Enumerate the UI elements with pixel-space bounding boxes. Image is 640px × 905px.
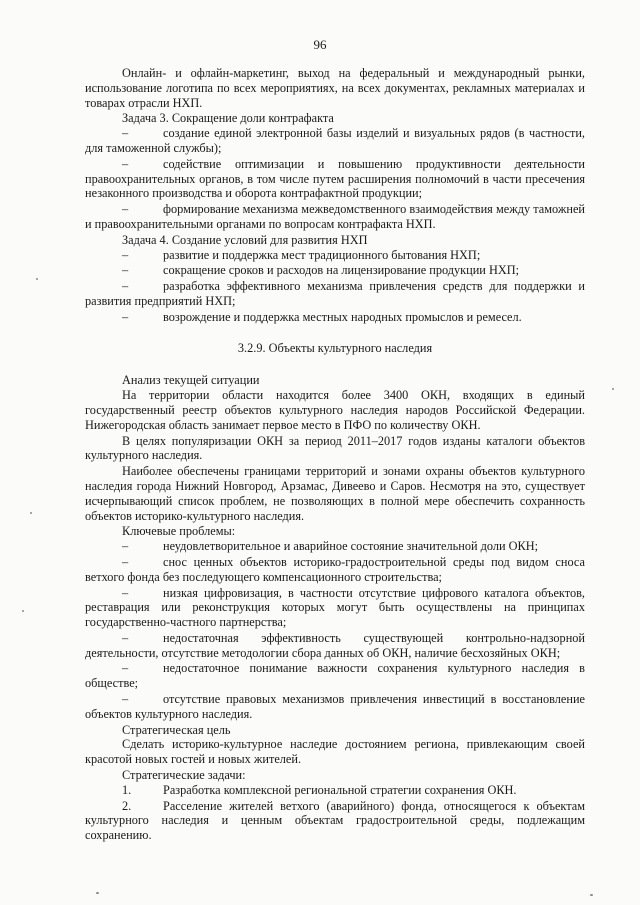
list-item <box>85 202 585 232</box>
scan-speck <box>96 892 99 894</box>
item-text: Разработка комплексной региональной стратегии сохранения ОКН. <box>163 782 517 797</box>
list-item <box>85 539 585 554</box>
paragraph: На территории области находится более 3400 ОКН, входящих в единый государственный реестр объектов культурного наследия народов Российской Федерации. Нижегородская область занимает первое место в ПФО по количеству ОКН. <box>85 388 585 432</box>
subheading: Стратегические задачи: <box>122 768 246 783</box>
dash-marker: – <box>122 539 129 554</box>
dash-marker: – <box>122 202 129 217</box>
scan-speck <box>36 278 38 280</box>
scan-speck <box>30 512 32 514</box>
subheading: Задача 3. Сокращение доли контрафакта <box>122 111 334 126</box>
item-text: содействие оптимизации и повышению продуктивности деятельности правоохранительных органов, в том числе путем расширения полномочий в части пресечения незаконного производства и оборота контрафактной продукции; <box>85 156 585 201</box>
strategy-tasks-block <box>85 66 585 325</box>
list-item <box>85 692 585 722</box>
dash-marker: – <box>122 156 129 171</box>
subheading: Ключевые проблемы: <box>122 524 236 539</box>
paragraph: Сделать историко-культурное наследие достоянием региона, привлекающим своей красотой новых гостей и новых жителей. <box>85 737 585 767</box>
dash-marker: – <box>122 692 129 707</box>
item-text: возрождение и поддержка местных народных промыслов и ремесел. <box>163 309 522 324</box>
dash-marker: – <box>122 585 129 600</box>
subheading: Стратегическая цель <box>122 722 231 737</box>
item-text: Расселение жителей ветхого (аварийного) фонда, относящегося к объектам культурного наследия и ценным объектам градостроительной среды, подлежащим сохранению. <box>85 798 585 843</box>
scan-speck <box>612 388 614 390</box>
item-text: формирование механизма межведомственного взаимодействия между таможней и правоохранительными органами по вопросам контрафакта НХП. <box>85 202 585 231</box>
scan-speck <box>22 610 24 612</box>
list-item <box>85 248 585 263</box>
item-text: неудовлетворительное и аварийное состояние значительной доли ОКН; <box>163 539 539 554</box>
item-text: сокращение сроков и расходов на лицензирование продукции НХП; <box>163 263 520 278</box>
dash-marker: – <box>122 279 129 294</box>
item-text: недостаточная эффективность существующей контрольно-надзорной деятельности, отсутствие методологии сбора данных об ОКН, наличие бесхозяйных ОКН; <box>85 630 585 660</box>
list-item <box>85 310 585 325</box>
dash-marker: – <box>122 247 129 262</box>
paragraph: Наиболее обеспечены границами территорий и зонами охраны объектов культурного наследия города Нижний Новгород, Арзамас, Дивеево и Саров. Несмотря на это, существует исчерпывающий список проблем, не позволяющих в полной мере обеспечить сохранность объектов историко-культурного наследия. <box>85 464 585 523</box>
item-text: низкая цифровизация, в частности отсутствие цифрового каталога объектов, реставрация или реконструкция которых могут быть осуществлены на принципах государственно-частного партнерства; <box>85 585 585 630</box>
list-item <box>85 157 585 201</box>
subheading: Задача 4. Создание условий для развития НХП <box>122 232 368 247</box>
dash-marker: – <box>122 126 129 141</box>
item-text: разработка эффективного механизма привлечения средств для поддержки и развития предприятий НХП; <box>85 279 585 308</box>
list-item <box>85 555 585 585</box>
list-item <box>85 263 585 278</box>
item-text: развитие и поддержка мест традиционного бытования НХП; <box>163 247 481 262</box>
numbered-item <box>85 799 585 843</box>
paragraph: Онлайн- и офлайн-маркетинг, выход на федеральный и международный рынки, использование логотипа по всех мероприятиях, на всех документах, рекламных материалах и товарах отрасли НХП. <box>85 66 585 110</box>
dash-marker: – <box>122 661 129 676</box>
dash-marker: – <box>122 309 129 324</box>
item-number: 1. <box>122 782 132 797</box>
numbered-item <box>85 783 585 798</box>
subheading: Анализ текущей ситуации <box>122 373 260 388</box>
item-text: создание единой электронной базы изделий и визуальных рядов (в частности, для таможенной службы); <box>85 126 585 155</box>
item-text: снос ценных объектов историко-градостроительной среды под видом сноса ветхого фонда без последующего компенсационного строительства; <box>85 554 585 584</box>
scan-speck <box>590 894 593 896</box>
item-text: недостаточное понимание важности сохранения культурного наследия в обществе; <box>85 661 585 691</box>
list-item <box>85 661 585 691</box>
list-item <box>85 586 585 630</box>
dash-marker: – <box>122 263 129 278</box>
page-content <box>85 66 585 844</box>
list-item <box>85 126 585 156</box>
cultural-heritage-block <box>85 373 585 843</box>
page-number: 96 <box>313 37 327 52</box>
list-item <box>85 279 585 309</box>
item-number: 2. <box>122 798 132 813</box>
list-item <box>85 631 585 661</box>
paragraph: В целях популяризации ОКН за период 2011–2017 годов изданы каталоги объектов культурного наследия. <box>85 433 585 463</box>
section-title: 3.2.9. Объекты культурного наследия <box>237 340 433 355</box>
dash-marker: – <box>122 554 129 569</box>
dash-marker: – <box>122 630 129 645</box>
item-text: отсутствие правовых механизмов привлечения инвестиций в восстановление объектов культурного наследия. <box>85 692 585 721</box>
